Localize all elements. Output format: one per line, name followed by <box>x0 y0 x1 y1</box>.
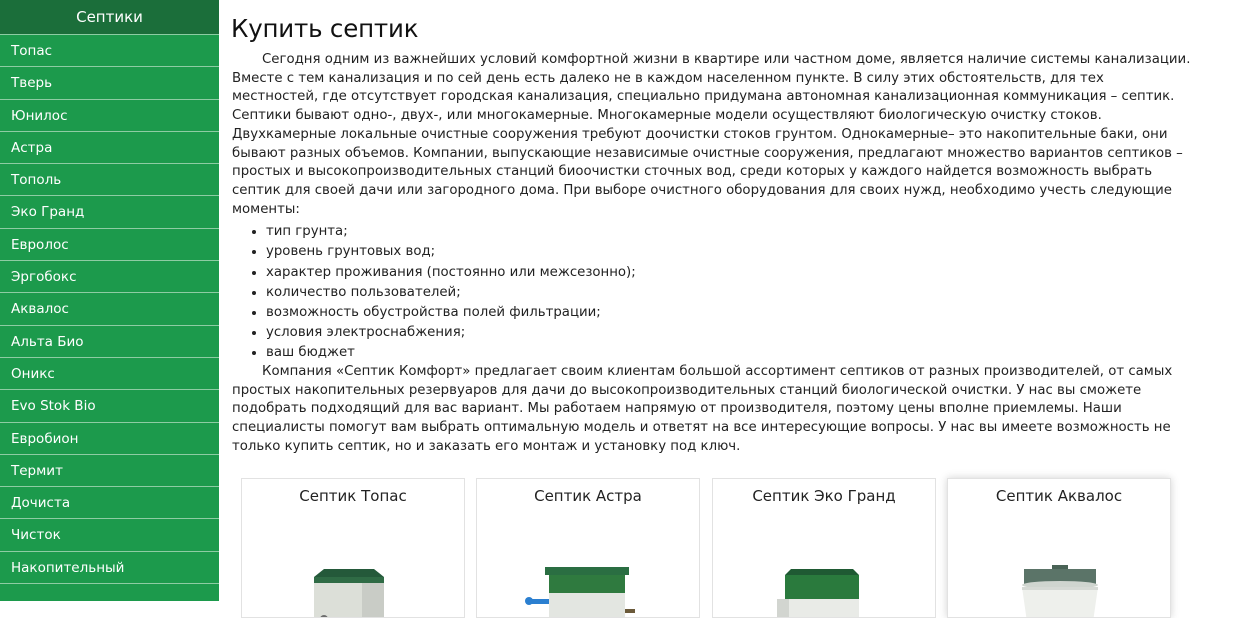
product-card-eko-grand[interactable] <box>712 478 936 618</box>
septic-tank-image <box>477 519 700 618</box>
outro-paragraph: Компания «Септик Комфорт» предлагает своим клиентам большой ассортимент септиков от разных производителей, от самых простых накопительных резервуаров для дачи до высокопроизводительных станций биологической очистки. У нас вы сможете подобрать подходящий для вас вариант. Мы работаем напрямую от производителя, поэтому цены вполне приемлемы. Наши специалисты помогут вам выбрать оптимальную модель и ответят на все интересующие вопросы. У нас вы имеете возможность не только купить септик, но и заказать его монтаж и установку под ключ. <box>232 363 1173 454</box>
card-title: Септик Топас <box>299 487 407 505</box>
sidebar-item-dochista[interactable]: Дочиста <box>0 487 219 519</box>
septic-tank-image <box>948 519 1171 618</box>
sidebar-item-evo-stok-bio[interactable]: Evo Stok Bio <box>0 390 219 422</box>
list-item: • тип грунта; <box>266 222 1232 242</box>
sidebar-item-astra[interactable]: Астра <box>0 132 219 164</box>
septic-tank-image <box>713 519 936 618</box>
sidebar-item-ergoboks[interactable]: Эргобокс <box>0 261 219 293</box>
list-item: • уровень грунтовых вод; <box>266 242 1232 262</box>
septic-tank-image <box>242 519 465 618</box>
list-item: • возможность обустройства полей фильтрации; <box>266 303 1232 323</box>
sidebar <box>0 0 219 601</box>
product-cards <box>241 478 1181 618</box>
sidebar-item-oniks[interactable]: Оникс <box>0 358 219 390</box>
intro-paragraph: Сегодня одним из важнейших условий комфортной жизни в квартире или частном доме, является наличие системы канализации. Вместе с тем канализация и по сей день есть далеко не в каждом населенном пункте. В силу этих обстоятельств, для тех местностей, где отсутствует городская канализация, специально придумана автономная канализационная коммуникация – септик. Септики бывают одно-, двух-, или многокамерные. Многокамерные модели осуществляют биологическую очистку стоков. Двухкамерные локальные очистные сооружения требуют доочистки стоков грунтом. Однокамерные– это накопительные баки, они бывают разных объемов. Компании, выпускающие независимые очистные сооружения, предлагают множество вариантов септиков – простых и высокопроизводительных станций биоочистки сточных вод, среди которых у каждого найдется возможность выбрать септик для своей дачи или загородного дома. При выборе очистного оборудования для своих нужд, необходимо учесть следующие моменты: <box>232 52 1191 217</box>
list-item: • условия электроснабжения; <box>266 323 1232 343</box>
card-title: Септик Аквалос <box>995 487 1123 505</box>
list-item: • характер проживания (постоянно или межсезонно); <box>266 263 1232 283</box>
sidebar-item-yunilos[interactable]: Юнилос <box>0 100 219 132</box>
sidebar-item-evrolos[interactable]: Евролос <box>0 229 219 261</box>
factors-list <box>232 222 1232 363</box>
sidebar-item-evrobion[interactable]: Евробион <box>0 423 219 455</box>
main-content <box>232 0 1232 457</box>
sidebar-item-termit[interactable]: Термит <box>0 455 219 487</box>
sidebar-item-akvalos[interactable]: Аквалос <box>0 293 219 325</box>
product-card-akvalos[interactable] <box>947 478 1171 618</box>
sidebar-item-nakopitelny[interactable]: Накопительный <box>0 552 219 584</box>
page-title: Купить септик <box>231 14 419 43</box>
card-title: Септик Астра <box>534 487 642 505</box>
sidebar-header: Септики <box>0 0 219 35</box>
sidebar-list <box>0 35 219 584</box>
list-item: • количество пользователей; <box>266 283 1232 303</box>
product-card-astra[interactable] <box>476 478 700 618</box>
sidebar-item-topas[interactable]: Топас <box>0 35 219 67</box>
list-item: • ваш бюджет <box>266 343 1232 363</box>
product-card-topas[interactable] <box>241 478 465 618</box>
sidebar-item-tver[interactable]: Тверь <box>0 67 219 99</box>
sidebar-item-chistok[interactable]: Чисток <box>0 519 219 551</box>
sidebar-item-eko-grand[interactable]: Эко Гранд <box>0 196 219 228</box>
sidebar-item-alta-bio[interactable]: Альта Био <box>0 326 219 358</box>
sidebar-item-topol[interactable]: Тополь <box>0 164 219 196</box>
card-title: Септик Эко Гранд <box>752 487 896 505</box>
